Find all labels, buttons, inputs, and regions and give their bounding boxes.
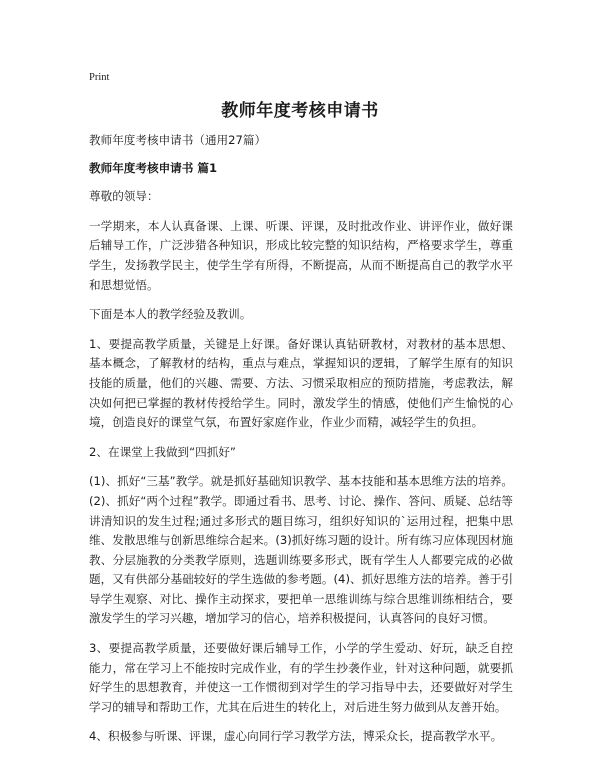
paragraph: 下面是本人的教学经验及教训。 [89,307,252,322]
document-subtitle: 教师年度考核申请书（通用27篇） [89,133,267,147]
paragraph: 1、要提高教学质量，关键是上好课。备好课认真钻研教材，对教材的基本思想、基本概念，了解教材的结构，重点与难点，掌握知识的逻辑，了解学生原有的知识技能的质量，他们的兴趣、需要、方法、习惯采取相应的预防措施，考虑教法，解决如何把已掌握的教材传授给学生。同时，激发学生的情感，使他们产生愉悦的心境，创造良好的课堂气氛，布置好家庭作业，作业少而精，减轻学生的负担。 [89,336,513,430]
document-body [89,131,513,757]
print-label: Print [89,72,110,83]
greeting: 尊敬的领导： [89,189,159,204]
section-heading: 教师年度考核申请书 篇1 [89,160,218,175]
paragraph: 2、在课堂上我做到“四抓好” [89,444,236,459]
paragraph: (1)、抓好“三基”教学。就是抓好基础知识教学、基本技能和基本思维方法的培养。(2)、抓好“两个过程”教学。即通过看书、思考、讨论、操作、答问、质疑、总结等讲清知识的发生过程;通过多形式的题目练习，组织好知识的`运用过程，把集中思维、发散思维与创新思维综合起来。(3)抓好练习题的设计。所有练习应体现因材施教、分层施教的分类教学原则，选题训练要多形式，既有学生人人都要完成的必做题，又有供部分基础较好的学生选做的参考题。(4)、抓好思维方法的培养。善于引导学生观察、对比、操作主动探求，要把单一思维训练与综合思维训练相结合，要激发学生的学习兴趣，增加学习的信心，培养积极提问，认真答问的良好习惯。 [89,474,513,626]
paragraph: 4、积极参与听课、评课，虚心向同行学习教学方法，博采众长，提高教学水平。 [89,729,503,744]
paragraph: 3、要提高教学质量，还要做好课后辅导工作，小学的学生爱动、好玩，缺乏自控能力，常在学习上不能按时完成作业，有的学生抄袭作业，针对这种问题，就要抓好学生的思想教育，并使这一工作惯彻到对学生的学习指导中去，还要做好对学生学习的辅导和帮助工作，尤其在后进生的转化上，对后进生努力做到从友善开始。 [89,641,513,714]
page-title: 教师年度考核申请书 [221,101,379,121]
paragraph: 一学期来，本人认真备课、上课、听课、评课，及时批改作业、讲评作业，做好课后辅导工作，广泛涉猎各种知识，形成比较完整的知识结构，严格要求学生，尊重学生，发扬教学民主，使学生学有所得，不断提高，从而不断提高自己的教学水平和思想觉悟。 [89,218,513,292]
